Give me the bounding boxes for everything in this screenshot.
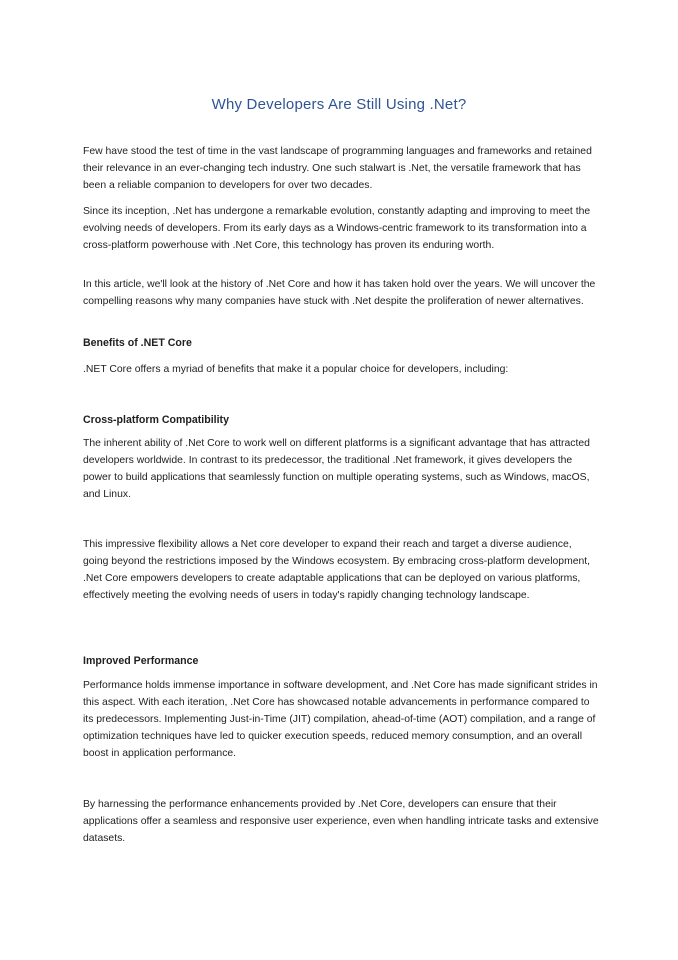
intro-paragraph-3: In this article, we'll look at the history of .Net Core and how it has taken hold over the years. We will uncover the compelling reasons why many companies have stuck with .Net despite the proliferation of newer alternatives. [83,279,596,307]
intro-paragraph-1: Few have stood the test of time in the vast landscape of programming languages and frameworks and retained their relevance in an ever-changing tech industry. One such stalwart is .Net, the versatile framework that has been a reliable companion to developers for over two decades. [83,146,592,191]
cross-platform-heading: Cross-platform Compatibility [83,414,229,426]
performance-paragraph-1: Performance holds immense importance in software development, and .Net Core has made significant strides in this aspect. With each iteration, .Net Core has showcased notable advancements in performance compared to its predecessors. Implementing Just-in-Time (JIT) compilation, ahead-of-time (AOT) compilation, and a range of optimization techniques have led to quicker execution speeds, reduced memory consumption, and an overall boost in application performance. [83,680,598,759]
cross-platform-paragraph-1: The inherent ability of .Net Core to work well on different platforms is a significant advantage that has attracted developers worldwide. In contrast to its predecessor, the traditional .Net framework, it gives developers the power to build applications that seamlessly function on multiple operating systems, such as Windows, macOS, and Linux. [83,438,590,500]
performance-heading: Improved Performance [83,655,199,667]
benefits-heading: Benefits of .NET Core [83,337,192,349]
intro-paragraph-2: Since its inception, .Net has undergone a remarkable evolution, constantly adapting and improving to meet the evolving needs of developers. From its early days as a Windows-centric framework to its transformation into a cross-platform powerhouse with .Net Core, this technology has proven its enduring worth. [83,206,591,251]
benefits-intro-paragraph: .NET Core offers a myriad of benefits that make it a popular choice for developers, including: [83,364,509,375]
performance-paragraph-2: By harnessing the performance enhancements provided by .Net Core, developers can ensure that their applications offer a seamless and responsive user experience, even when handling intricate tasks and extensive datasets. [83,799,599,844]
cross-platform-paragraph-2: This impressive flexibility allows a Net core developer to expand their reach and target a diverse audience, going beyond the restrictions imposed by the Windows ecosystem. By embracing cross-platform development, .Net Core empowers developers to create adaptable applications that can be deployed on various platforms, effectively meeting the evolving needs of users in today's rapidly changing technology landscape. [83,539,591,601]
document-title: Why Developers Are Still Using .Net? [211,96,467,113]
